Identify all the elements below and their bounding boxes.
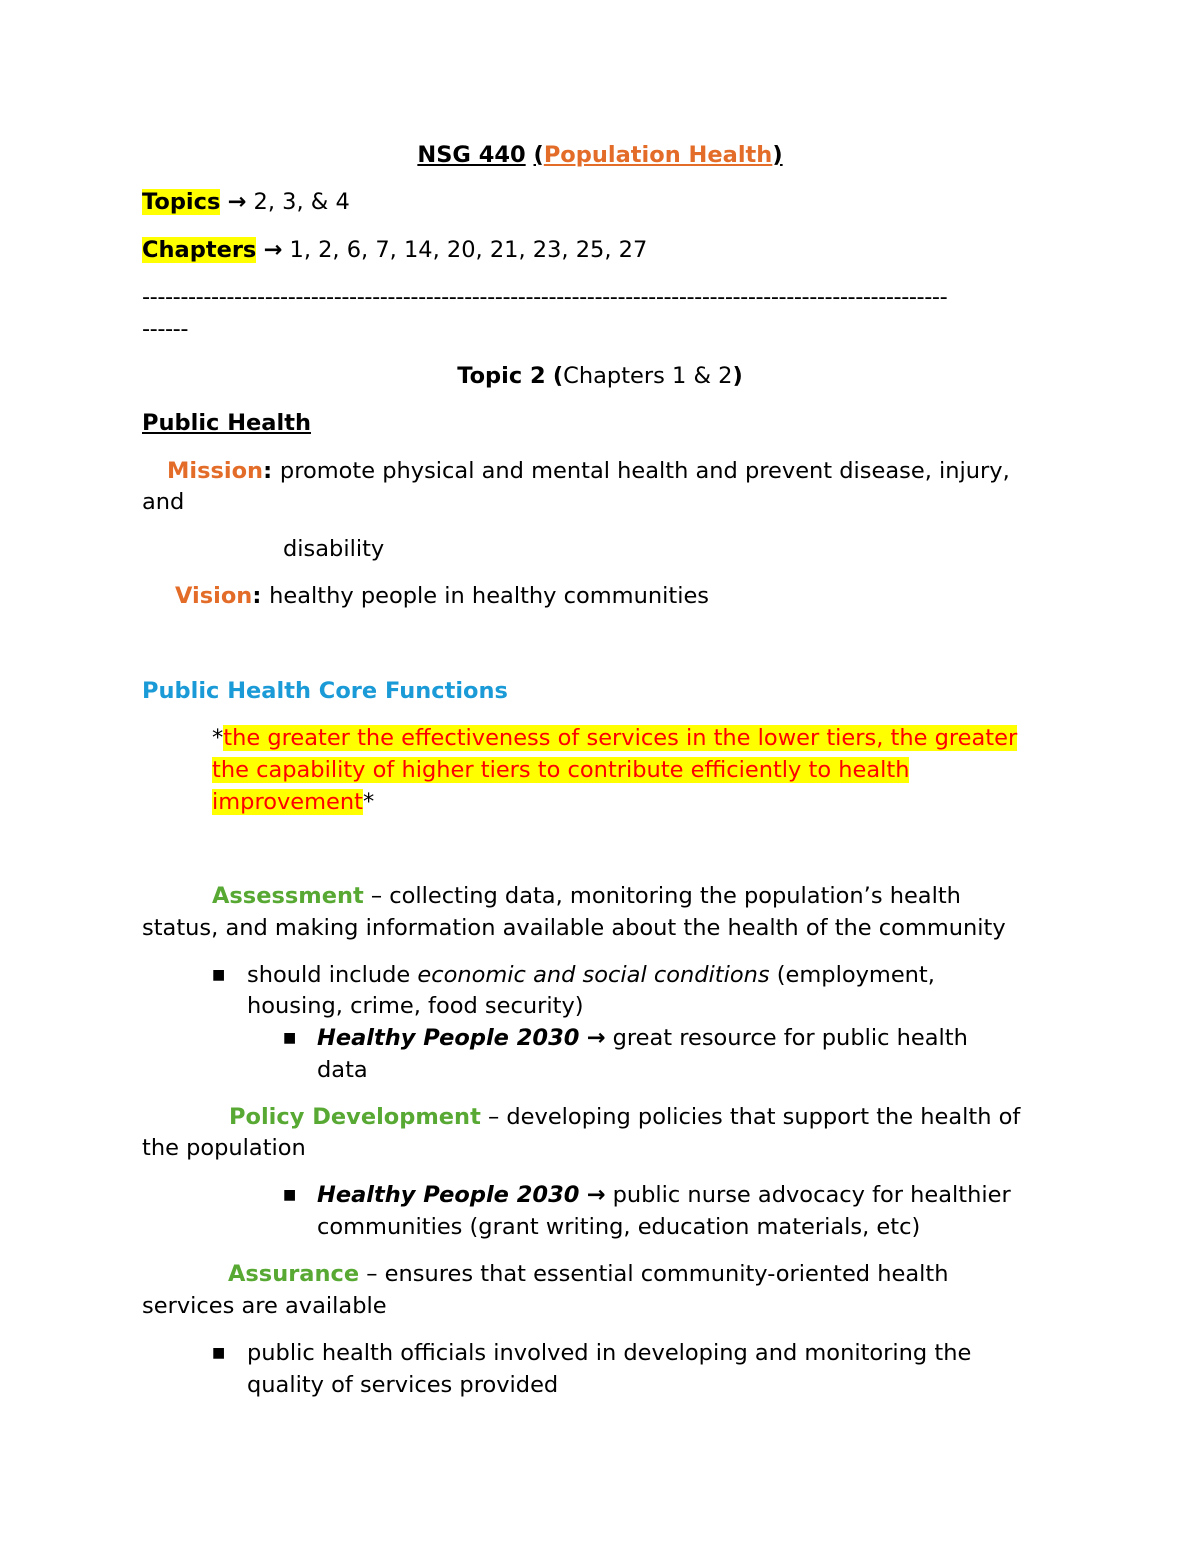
page-title: NSG 440 (Population Health) (417, 142, 783, 168)
assessment-bullet-line1: should include economic and social conditions (employment, (247, 962, 935, 988)
assessment-sub-line2: data (317, 1057, 368, 1083)
topic-chapters: Chapters 1 & 2 (563, 363, 733, 389)
core-note-line3: improvement* (212, 789, 375, 815)
divider-line: --------------------------------------------------------------------------------------------------------- (142, 284, 948, 310)
core-note-text: the capability of higher tiers to contribute efficiently to health (212, 757, 910, 783)
chapters-value: 1, 2, 6, 7, 14, 20, 21, 23, 25, 27 (289, 237, 648, 263)
assessment-label: Assessment (212, 883, 364, 909)
core-note-line1: *the greater the effectiveness of services in the lower tiers, the greater (212, 725, 1018, 751)
assurance-label: Assurance (228, 1261, 360, 1287)
policy-line2: the population (142, 1135, 306, 1161)
topics-line (142, 186, 350, 218)
assurance-line2: services are available (142, 1293, 387, 1319)
assurance-bullet-line2: quality of services provided (247, 1372, 559, 1398)
topic-title: Topic 2 (457, 363, 546, 389)
mission-cont: and (142, 489, 185, 515)
public-health-heading: Public Health (142, 410, 311, 436)
assurance-line1 (228, 1258, 948, 1290)
policy-label: Policy Development (229, 1104, 481, 1130)
assurance-bullet-line1: public health officials involved in developing and monitoring the (247, 1340, 972, 1366)
vision-text: healthy people in healthy communities (269, 583, 710, 609)
economic-conditions: economic and social conditions (417, 962, 770, 988)
policy-sub-line2: communities (grant writing, education materials, etc) (317, 1214, 921, 1240)
core-note-text: the greater the effectiveness of services in the lower tiers, the greater (223, 725, 1018, 751)
course-subject: Population Health (543, 142, 773, 168)
arrow-icon: → (586, 1025, 606, 1051)
bullet-icon: ■ (283, 1030, 297, 1046)
bullet-icon: ■ (212, 967, 226, 983)
healthy-people-2030: Healthy People 2030 (317, 1025, 580, 1051)
assurance-text: – ensures that essential community-oriented health (366, 1261, 949, 1287)
bullet-icon: ■ (283, 1187, 297, 1203)
policy-sub-line1: Healthy People 2030 → public nurse advocacy for healthier (317, 1182, 1011, 1208)
topics-value: 2, 3, & 4 (253, 189, 350, 215)
arrow-icon: → (227, 189, 247, 215)
divider-line-cont: ------ (142, 316, 189, 342)
assessment-line2: status, and making information available about the health of the community (142, 915, 1006, 941)
assessment-text: – collecting data, monitoring the population’s health (370, 883, 961, 909)
assessment-line1 (212, 880, 961, 912)
healthy-people-2030: Healthy People 2030 (317, 1182, 580, 1208)
core-note-line2 (212, 754, 909, 786)
assessment-sub-line1: Healthy People 2030 → great resource for public health (317, 1025, 968, 1051)
topics-label: Topics (142, 189, 221, 215)
bullet-icon: ■ (212, 1345, 226, 1361)
vision-line: Vision: healthy people in healthy communities (175, 583, 710, 609)
assessment-bullet-line2: housing, crime, food security) (247, 993, 584, 1019)
policy-line1 (229, 1101, 1020, 1133)
mission-text: promote physical and mental health and prevent disease, injury, (279, 458, 1010, 484)
mission-line: Mission: promote physical and mental health and prevent disease, injury, (167, 458, 1010, 484)
core-note-text: improvement (212, 789, 363, 815)
course-code: NSG 440 (417, 142, 526, 168)
mission-cont2: disability (283, 536, 385, 562)
arrow-icon: → (586, 1182, 606, 1208)
core-functions-heading: Public Health Core Functions (142, 678, 508, 704)
policy-text: – developing policies that support the health of (488, 1104, 1021, 1130)
chapters-line (142, 234, 647, 266)
vision-label: Vision (175, 583, 253, 609)
chapters-label: Chapters (142, 237, 257, 263)
topic-heading: Topic 2 (Chapters 1 & 2) (457, 363, 743, 389)
arrow-icon: → (263, 237, 283, 263)
mission-label: Mission (167, 458, 264, 484)
